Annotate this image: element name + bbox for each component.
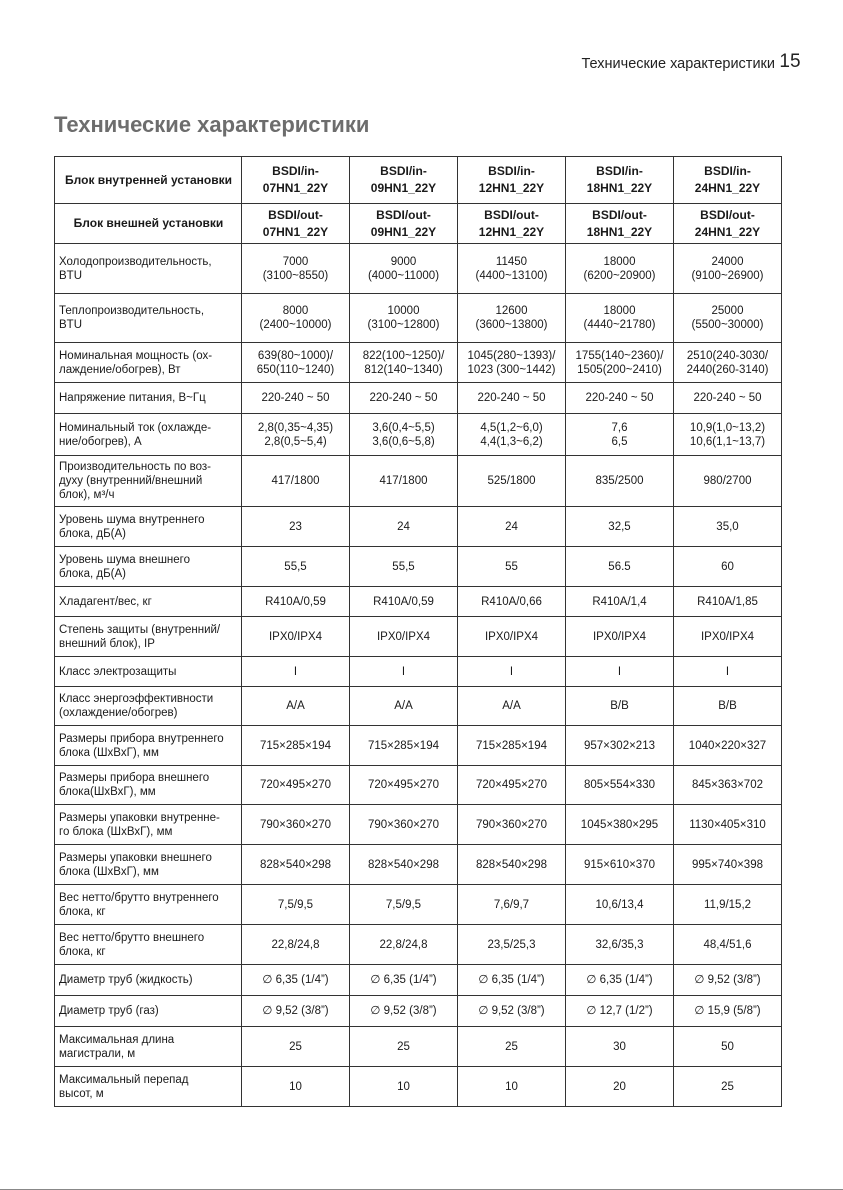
table-row xyxy=(55,507,782,547)
cell-value: I xyxy=(674,657,782,687)
cell-value: 790×360×270 xyxy=(350,805,458,845)
cell-value: I xyxy=(242,657,350,687)
cell-value: 957×302×213 xyxy=(566,726,674,766)
cell-value: 56.5 xyxy=(566,547,674,587)
cell-value: ∅ 6,35 (1/4”) xyxy=(566,965,674,996)
cell-value: IPX0/IPX4 xyxy=(242,617,350,657)
cell-value: ∅ 12,7 (1/2”) xyxy=(566,996,674,1027)
cell-value: BSDI/out- 07HN1_22Y xyxy=(242,204,350,244)
cell-value: 220-240 ~ 50 xyxy=(566,383,674,414)
cell-value: 7,6 6,5 xyxy=(566,414,674,456)
cell-value: 715×285×194 xyxy=(242,726,350,766)
table-row xyxy=(55,687,782,726)
cell-value: 220-240 ~ 50 xyxy=(458,383,566,414)
cell-value: 25 xyxy=(674,1067,782,1107)
cell-value: A/A xyxy=(350,687,458,726)
row-label: Вес нетто/брутто внешнего блока, кг xyxy=(55,925,242,965)
cell-value: 60 xyxy=(674,547,782,587)
cell-value: 25 xyxy=(242,1027,350,1067)
row-label: Холодопроизводительность, BTU xyxy=(55,244,242,294)
cell-value: 23 xyxy=(242,507,350,547)
row-label: Напряжение питания, В~Гц xyxy=(55,383,242,414)
cell-value: 639(80~1000)/ 650(110~1240) xyxy=(242,343,350,383)
cell-value: BSDI/in- 24HN1_22Y xyxy=(674,157,782,204)
table-row xyxy=(55,885,782,925)
cell-value: 220-240 ~ 50 xyxy=(674,383,782,414)
cell-value: 12600 (3600~13800) xyxy=(458,294,566,343)
table-row xyxy=(55,766,782,805)
table-row xyxy=(55,294,782,343)
cell-value: 417/1800 xyxy=(350,456,458,507)
cell-value: 22,8/24,8 xyxy=(242,925,350,965)
table-row xyxy=(55,726,782,766)
cell-value: R410A/0,59 xyxy=(350,587,458,617)
cell-value: IPX0/IPX4 xyxy=(566,617,674,657)
table-row xyxy=(55,805,782,845)
cell-value: 10,6/13,4 xyxy=(566,885,674,925)
cell-value: BSDI/out- 18HN1_22Y xyxy=(566,204,674,244)
cell-value: R410A/0,59 xyxy=(242,587,350,617)
cell-value: 822(100~1250)/ 812(140~1340) xyxy=(350,343,458,383)
table-row xyxy=(55,1067,782,1107)
cell-value: 220-240 ~ 50 xyxy=(350,383,458,414)
page-title: Технические характеристики xyxy=(54,112,370,137)
cell-value: 715×285×194 xyxy=(458,726,566,766)
cell-value: 8000 (2400~10000) xyxy=(242,294,350,343)
cell-value: 30 xyxy=(566,1027,674,1067)
row-label: Блок внешней установки xyxy=(55,204,242,244)
cell-value: 980/2700 xyxy=(674,456,782,507)
cell-value: I xyxy=(566,657,674,687)
row-label: Диаметр труб (газ) xyxy=(55,996,242,1027)
table-row xyxy=(55,925,782,965)
cell-value: ∅ 15,9 (5/8”) xyxy=(674,996,782,1027)
cell-value: 1130×405×310 xyxy=(674,805,782,845)
cell-value: 790×360×270 xyxy=(458,805,566,845)
row-label: Максимальная длина магистрали, м xyxy=(55,1027,242,1067)
cell-value: 828×540×298 xyxy=(458,845,566,885)
cell-value: BSDI/in- 09HN1_22Y xyxy=(350,157,458,204)
cell-value: 715×285×194 xyxy=(350,726,458,766)
cell-value: B/B xyxy=(674,687,782,726)
row-label: Вес нетто/брутто внутреннего блока, кг xyxy=(55,885,242,925)
row-label: Блок внутренней установки xyxy=(55,157,242,204)
cell-value: 720×495×270 xyxy=(242,766,350,805)
table-row xyxy=(55,1027,782,1067)
row-label: Размеры прибора внутреннего блока (ШхВхГ), мм xyxy=(55,726,242,766)
cell-value: IPX0/IPX4 xyxy=(458,617,566,657)
table-row xyxy=(55,547,782,587)
cell-value: 55 xyxy=(458,547,566,587)
cell-value: 417/1800 xyxy=(242,456,350,507)
cell-value: 32,5 xyxy=(566,507,674,547)
cell-value: 10 xyxy=(350,1067,458,1107)
cell-value: 995×740×398 xyxy=(674,845,782,885)
cell-value: ∅ 9,52 (3/8”) xyxy=(242,996,350,1027)
cell-value: 828×540×298 xyxy=(350,845,458,885)
cell-value: 24000 (9100~26900) xyxy=(674,244,782,294)
cell-value: 1755(140~2360)/ 1505(200~2410) xyxy=(566,343,674,383)
cell-value: A/A xyxy=(458,687,566,726)
cell-value: 2,8(0,35~4,35) 2,8(0,5~5,4) xyxy=(242,414,350,456)
row-label: Уровень шума внутреннего блока, дБ(А) xyxy=(55,507,242,547)
cell-value: ∅ 9,52 (3/8”) xyxy=(674,965,782,996)
cell-value: 220-240 ~ 50 xyxy=(242,383,350,414)
cell-value: BSDI/in- 07HN1_22Y xyxy=(242,157,350,204)
cell-value: 7,5/9,5 xyxy=(350,885,458,925)
cell-value: 1040×220×327 xyxy=(674,726,782,766)
cell-value: 790×360×270 xyxy=(242,805,350,845)
cell-value: 18000 (6200~20900) xyxy=(566,244,674,294)
cell-value: BSDI/out- 12HN1_22Y xyxy=(458,204,566,244)
cell-value: 24 xyxy=(458,507,566,547)
row-label: Номинальный ток (охлажде- ние/обогрев), А xyxy=(55,414,242,456)
cell-value: 25 xyxy=(350,1027,458,1067)
cell-value: BSDI/out- 09HN1_22Y xyxy=(350,204,458,244)
cell-value: 1045(280~1393)/ 1023 (300~1442) xyxy=(458,343,566,383)
cell-value: 2510(240-3030/ 2440(260-3140) xyxy=(674,343,782,383)
row-label: Класс энергоэффективности (охлаждение/обогрев) xyxy=(55,687,242,726)
table-row xyxy=(55,845,782,885)
cell-value: R410A/1,85 xyxy=(674,587,782,617)
cell-value: 11450 (4400~13100) xyxy=(458,244,566,294)
cell-value: 22,8/24,8 xyxy=(350,925,458,965)
cell-value: IPX0/IPX4 xyxy=(350,617,458,657)
cell-value: 720×495×270 xyxy=(458,766,566,805)
table-row xyxy=(55,244,782,294)
cell-value: 48,4/51,6 xyxy=(674,925,782,965)
cell-value: 805×554×330 xyxy=(566,766,674,805)
row-label: Максимальный перепад высот, м xyxy=(55,1067,242,1107)
cell-value: A/A xyxy=(242,687,350,726)
cell-value: 7000 (3100~8550) xyxy=(242,244,350,294)
cell-value: ∅ 6,35 (1/4”) xyxy=(242,965,350,996)
cell-value: I xyxy=(458,657,566,687)
row-label: Размеры прибора внешнего блока(ШхВхГ), мм xyxy=(55,766,242,805)
header-row-indoor xyxy=(55,157,782,204)
cell-value: 835/2500 xyxy=(566,456,674,507)
cell-value: 32,6/35,3 xyxy=(566,925,674,965)
row-label: Уровень шума внешнего блока, дБ(А) xyxy=(55,547,242,587)
cell-value: 25 xyxy=(458,1027,566,1067)
cell-value: 10 xyxy=(242,1067,350,1107)
cell-value: ∅ 9,52 (3/8”) xyxy=(458,996,566,1027)
row-label: Производительность по воз- духу (внутренний/внешний блок), м³/ч xyxy=(55,456,242,507)
cell-value: 11,9/15,2 xyxy=(674,885,782,925)
table-row xyxy=(55,996,782,1027)
table-row xyxy=(55,657,782,687)
cell-value: 3,6(0,4~5,5) 3,6(0,6~5,8) xyxy=(350,414,458,456)
cell-value: 720×495×270 xyxy=(350,766,458,805)
page-number: 15 xyxy=(779,51,801,72)
cell-value: BSDI/in- 18HN1_22Y xyxy=(566,157,674,204)
table-row xyxy=(55,414,782,456)
cell-value: 55,5 xyxy=(242,547,350,587)
cell-value: 845×363×702 xyxy=(674,766,782,805)
table-row xyxy=(55,456,782,507)
cell-value: 23,5/25,3 xyxy=(458,925,566,965)
cell-value: 55,5 xyxy=(350,547,458,587)
row-label: Номинальная мощность (ох- лаждение/обогрев), Вт xyxy=(55,343,242,383)
row-label: Хладагент/вес, кг xyxy=(55,587,242,617)
table-row xyxy=(55,343,782,383)
row-label: Степень защиты (внутренний/ внешний блок), IP xyxy=(55,617,242,657)
cell-value: ∅ 6,35 (1/4”) xyxy=(350,965,458,996)
table-row xyxy=(55,617,782,657)
cell-value: 25000 (5500~30000) xyxy=(674,294,782,343)
header-row-outdoor xyxy=(55,204,782,244)
cell-value: I xyxy=(350,657,458,687)
cell-value: 10000 (3100~12800) xyxy=(350,294,458,343)
running-header-title: Технические характеристики xyxy=(581,56,775,72)
cell-value: BSDI/out- 24HN1_22Y xyxy=(674,204,782,244)
cell-value: 828×540×298 xyxy=(242,845,350,885)
cell-value: 10 xyxy=(458,1067,566,1107)
table-row xyxy=(55,965,782,996)
cell-value: 915×610×370 xyxy=(566,845,674,885)
row-label: Теплопроизводительность, BTU xyxy=(55,294,242,343)
cell-value: 7,6/9,7 xyxy=(458,885,566,925)
cell-value: 20 xyxy=(566,1067,674,1107)
cell-value: ∅ 9,52 (3/8”) xyxy=(350,996,458,1027)
cell-value: 525/1800 xyxy=(458,456,566,507)
cell-value: 18000 (4440~21780) xyxy=(566,294,674,343)
row-label: Размеры упаковки внешнего блока (ШхВхГ), мм xyxy=(55,845,242,885)
row-label: Размеры упаковки внутренне- го блока (ШхВхГ), мм xyxy=(55,805,242,845)
cell-value: 7,5/9,5 xyxy=(242,885,350,925)
table-row xyxy=(55,587,782,617)
cell-value: 50 xyxy=(674,1027,782,1067)
cell-value: IPX0/IPX4 xyxy=(674,617,782,657)
cell-value: 10,9(1,0~13,2) 10,6(1,1~13,7) xyxy=(674,414,782,456)
cell-value: B/B xyxy=(566,687,674,726)
cell-value: R410A/1,4 xyxy=(566,587,674,617)
cell-value: 1045×380×295 xyxy=(566,805,674,845)
row-label: Класс электрозащиты xyxy=(55,657,242,687)
row-label: Диаметр труб (жидкость) xyxy=(55,965,242,996)
cell-value: BSDI/in- 12HN1_22Y xyxy=(458,157,566,204)
cell-value: R410A/0,66 xyxy=(458,587,566,617)
cell-value: 9000 (4000~11000) xyxy=(350,244,458,294)
specifications-table xyxy=(54,156,782,1107)
table-row xyxy=(55,383,782,414)
cell-value: 35,0 xyxy=(674,507,782,547)
cell-value: 4,5(1,2~6,0) 4,4(1,3~6,2) xyxy=(458,414,566,456)
cell-value: 24 xyxy=(350,507,458,547)
cell-value: ∅ 6,35 (1/4”) xyxy=(458,965,566,996)
